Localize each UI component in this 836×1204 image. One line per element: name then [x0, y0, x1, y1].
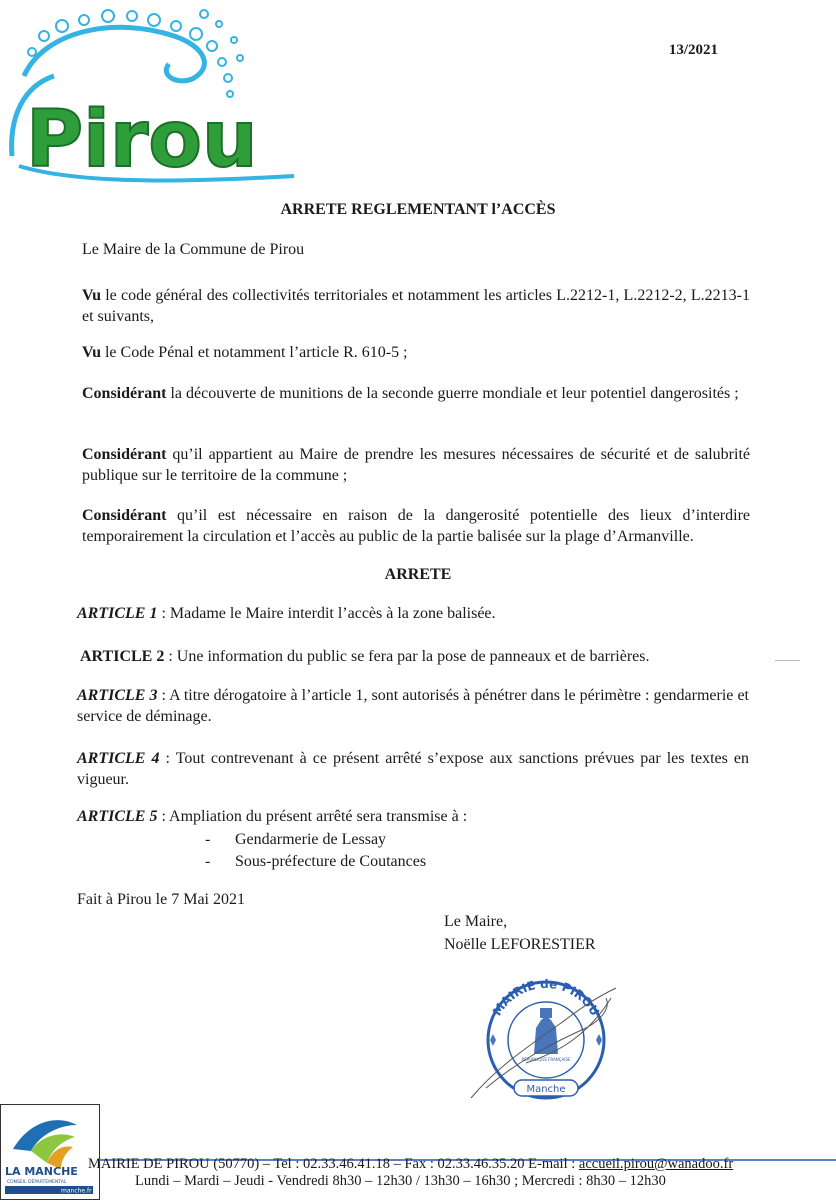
- arrete-heading: ARRETE: [384, 566, 452, 583]
- la-manche-site: manche.fr: [61, 1187, 92, 1195]
- keyword: Vu: [82, 287, 101, 304]
- consideration-vu-code-penal: [82, 342, 750, 363]
- consideration-dangerosite: [82, 505, 750, 547]
- consideration-securite: [82, 444, 750, 486]
- article-4: [77, 748, 749, 790]
- keyword: Considérant: [82, 446, 167, 463]
- la-manche-swoosh-icon: [1, 1105, 99, 1199]
- consideration-text: la découverte de munitions de la seconde guerre mondiale et leur potentiel dangerosités ;: [166, 385, 739, 402]
- distribution-recipient: Gendarmerie de Lessay: [235, 831, 387, 848]
- consideration-text: le Code Pénal et notamment l’article R. 610-5 ;: [100, 344, 408, 361]
- article-text: : Tout contrevenant à ce présent arrêté s’expose aux sanctions prévues par les textes en vigueur.: [77, 750, 750, 788]
- distribution-item: [205, 851, 426, 872]
- list-dash: -: [205, 853, 211, 870]
- document-title: ARRETE REGLEMENTANT l’ACCÈS: [280, 201, 556, 218]
- la-manche-sub: CONSEIL DÉPARTEMENTAL: [7, 1180, 67, 1185]
- official-stamp: [466, 968, 626, 1108]
- article-label: ARTICLE 2: [80, 648, 165, 665]
- consideration-vu-cgct: [82, 285, 750, 327]
- stamp-republic-text: RÉPUBLIQUE FRANÇAISE: [521, 1057, 571, 1062]
- consideration-munitions: [82, 383, 750, 404]
- distribution-recipient: Sous-préfecture de Coutances: [235, 853, 427, 870]
- pirou-logo: [4, 6, 304, 186]
- article-label: ARTICLE 3: [77, 687, 158, 704]
- logo-wordmark: Pirou: [26, 95, 258, 185]
- article-5: [77, 806, 749, 827]
- intro-line: Le Maire de la Commune de Pirou: [82, 241, 305, 258]
- place-date: Fait à Pirou le 7 Mai 2021: [77, 891, 245, 908]
- keyword: Vu: [82, 344, 101, 361]
- keyword: Considérant: [82, 385, 167, 402]
- la-manche-name: LA MANCHE: [5, 1165, 78, 1178]
- signature-role: Le Maire,: [444, 913, 508, 930]
- document-number: 13/2021: [668, 42, 718, 58]
- article-2: [80, 646, 752, 667]
- keyword: Considérant: [82, 507, 167, 524]
- scan-artifact: [775, 660, 800, 661]
- article-label: ARTICLE 1: [77, 605, 158, 622]
- consideration-text: qu’il est nécessaire en raison de la dangerosité potentielle des lieux d’interdire temporairement la circulation et l’accès au public de la partie balisée sur la plage d’Armanville.: [82, 507, 750, 545]
- stamp-bottom-text: Manche: [526, 1084, 566, 1095]
- article-text: : Une information du public se fera par la pose de panneaux et de barrières.: [164, 648, 650, 665]
- footer-contact-text: MAIRIE DE PIROU (50770) – Tel : 02.33.46.41.18 – Fax : 02.33.46.35.20 E-mail :: [88, 1156, 579, 1172]
- article-label: ARTICLE 4: [77, 750, 160, 767]
- article-text: : Ampliation du présent arrêté sera transmise à :: [157, 808, 468, 825]
- footer-email-link[interactable]: accueil.pirou@wanadoo.fr: [578, 1156, 734, 1172]
- stamp-top-text: MAIRIE de PIROU: [489, 976, 603, 1019]
- article-3: [77, 685, 749, 727]
- footer-contact-line: [88, 1156, 733, 1173]
- la-manche-logo: [0, 1104, 100, 1200]
- article-1: [77, 603, 749, 624]
- list-dash: -: [205, 831, 211, 848]
- consideration-text: qu’il appartient au Maire de prendre les mesures nécessaires de sécurité et de salubrité publique sur le territoire de la commune ;: [82, 446, 750, 484]
- article-text: : A titre dérogatoire à l’article 1, sont autorisés à pénétrer dans le périmètre : gendarmerie et service de déminage.: [77, 687, 749, 725]
- article-label: ARTICLE 5: [77, 808, 158, 825]
- distribution-item: [205, 829, 386, 850]
- article-text: : Madame le Maire interdit l’accès à la zone balisée.: [157, 605, 496, 622]
- footer-hours-line: Lundi – Mardi – Jeudi - Vendredi 8h30 – 12h30 / 13h30 – 16h30 ; Mercredi : 8h30 – 12h30: [135, 1173, 666, 1189]
- signature-name: Noëlle LEFORESTIER: [444, 936, 596, 953]
- consideration-text: le code général des collectivités territoriales et notamment les articles L.2212-1, L.2212-2, L.2213-1 et suivants,: [82, 287, 750, 325]
